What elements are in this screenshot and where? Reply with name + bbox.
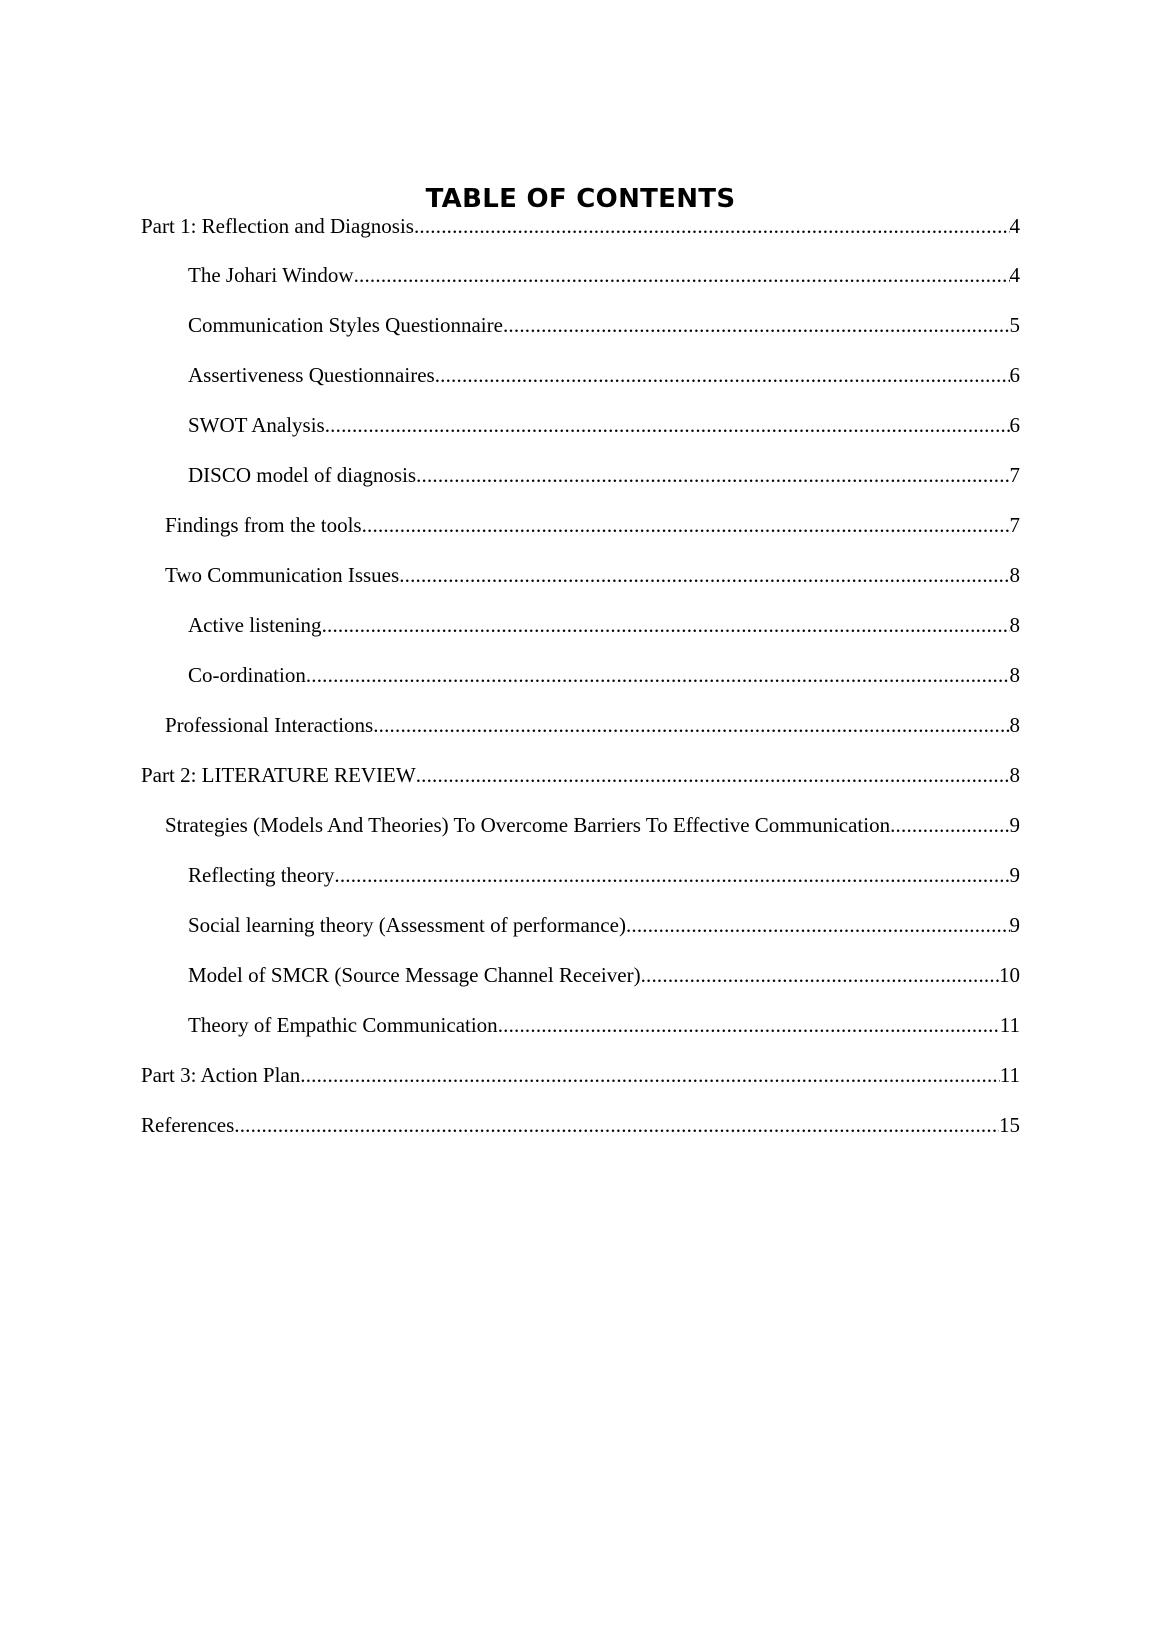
toc-entry-text: Professional Interactions [165, 713, 374, 737]
toc-entry-text: Theory of Empathic Communication [188, 1013, 498, 1037]
toc-entry-page: 10 [999, 963, 1020, 987]
toc-entry[interactable] [165, 511, 1020, 539]
toc-entry-text: Strategies (Models And Theories) To Overcome Barriers To Effective Communication [165, 813, 891, 837]
toc-dot-leader [354, 261, 1010, 289]
toc-entry-text: Part 1: Reflection and Diagnosis [141, 214, 414, 238]
toc-dot-leader [325, 411, 1010, 439]
toc-entry-page: 9 [1009, 913, 1020, 937]
toc-entry-page: 11 [999, 1063, 1020, 1087]
toc-entry-page: 4 [1009, 263, 1020, 287]
toc-dot-leader [399, 561, 1009, 589]
toc-entry[interactable] [188, 461, 1020, 489]
toc-dot-leader [414, 212, 1010, 240]
toc-entry[interactable] [188, 311, 1020, 339]
toc-entry-text: Reflecting theory [188, 863, 335, 887]
toc-entry[interactable] [188, 1011, 1020, 1039]
toc-entry-page: 5 [1009, 313, 1020, 337]
toc-entry[interactable] [141, 761, 1020, 789]
toc-entry-text: Findings from the tools [165, 513, 362, 537]
toc-dot-leader [435, 361, 1010, 389]
toc-entry-page: 8 [1009, 663, 1020, 687]
toc-dot-leader [362, 511, 1010, 539]
toc-entry-page: 4 [1009, 214, 1020, 238]
toc-entry-page: 6 [1009, 363, 1020, 387]
toc-entry-page: 8 [1009, 763, 1020, 787]
toc-entry[interactable] [188, 961, 1020, 989]
toc-entry-text: Active listening [188, 613, 322, 637]
toc-entry-text: DISCO model of diagnosis [188, 463, 417, 487]
toc-entry-page: 7 [1009, 463, 1020, 487]
toc-entry-page: 9 [1009, 813, 1020, 837]
toc-entry-text: The Johari Window [188, 263, 354, 287]
toc-dot-leader [334, 861, 1009, 889]
toc-entry-text: Social learning theory (Assessment of performance) [188, 913, 626, 937]
toc-dot-leader [890, 811, 1009, 839]
toc-entry-page: 8 [1009, 563, 1020, 587]
toc-entry[interactable] [188, 261, 1020, 289]
toc-entry-text: Part 3: Action Plan [141, 1063, 301, 1087]
toc-entry[interactable] [141, 1061, 1020, 1089]
toc-entry-page: 6 [1009, 413, 1020, 437]
toc-entry-text: Communication Styles Questionnaire [188, 313, 503, 337]
toc-entry[interactable] [165, 811, 1020, 839]
toc-entry[interactable] [141, 1111, 1020, 1139]
toc-entry-page: 9 [1009, 863, 1020, 887]
toc-dot-leader [416, 761, 1010, 789]
toc-entry-page: 8 [1009, 713, 1020, 737]
toc-entry-text: Two Communication Issues [165, 563, 400, 587]
toc-entry-page: 7 [1009, 513, 1020, 537]
toc-dot-leader [300, 1061, 1000, 1089]
toc-entry[interactable] [188, 361, 1020, 389]
toc-dot-leader [416, 461, 1009, 489]
toc-entry-page: 15 [999, 1113, 1020, 1137]
toc-entry[interactable] [165, 711, 1020, 739]
toc-entry[interactable] [188, 661, 1020, 689]
toc-entry-page: 8 [1009, 613, 1020, 637]
toc-dot-leader [234, 1111, 999, 1139]
toc-dot-leader [322, 611, 1010, 639]
toc-entry-text: SWOT Analysis [188, 413, 325, 437]
toc-entry[interactable] [188, 611, 1020, 639]
toc-entry-text: Co-ordination [188, 663, 306, 687]
toc-title: TABLE OF CONTENTS [425, 184, 736, 214]
toc-dot-leader [503, 311, 1010, 339]
toc-dot-leader [498, 1011, 1000, 1039]
toc-entry-page: 11 [999, 1013, 1020, 1037]
toc-entry-text: Model of SMCR (Source Message Channel Receiver) [188, 963, 641, 987]
toc-dot-leader [306, 661, 1010, 689]
toc-dot-leader [641, 961, 999, 989]
toc-dot-leader [373, 711, 1009, 739]
toc-dot-leader [626, 911, 1010, 939]
toc-entry-text: References [141, 1113, 235, 1137]
toc-entry[interactable] [188, 861, 1020, 889]
toc-entry[interactable] [188, 911, 1020, 939]
toc-entry[interactable] [165, 561, 1020, 589]
toc-entry-text: Assertiveness Questionnaires [188, 363, 435, 387]
toc-entry-text: Part 2: LITERATURE REVIEW [141, 763, 416, 787]
toc-entry[interactable] [188, 411, 1020, 439]
toc-entry[interactable] [141, 212, 1020, 240]
